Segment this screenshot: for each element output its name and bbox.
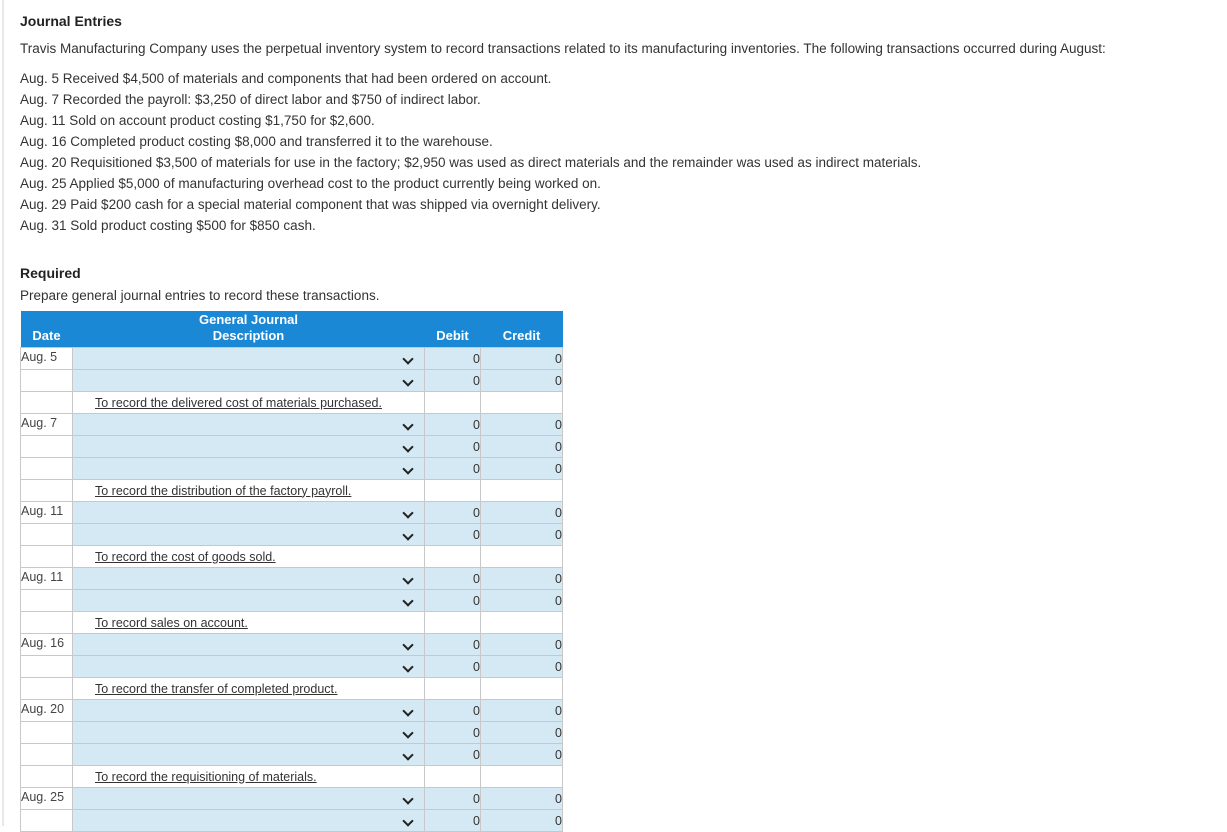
required-heading: Required bbox=[20, 265, 81, 281]
date-cell bbox=[21, 722, 73, 744]
journal-entry-row bbox=[21, 568, 563, 590]
account-select[interactable] bbox=[73, 634, 425, 656]
chevron-down-icon[interactable] bbox=[402, 705, 413, 716]
credit-cell bbox=[481, 480, 563, 502]
date-cell bbox=[21, 370, 73, 392]
credit-input[interactable]: 0 bbox=[481, 414, 563, 436]
col-header-description: Description bbox=[73, 329, 425, 348]
date-cell bbox=[21, 480, 73, 502]
debit-input[interactable]: 0 bbox=[425, 656, 481, 678]
entry-explanation-cell bbox=[73, 612, 425, 634]
entry-explanation: To record the cost of goods sold. bbox=[95, 549, 276, 564]
date-cell: Aug. 11 bbox=[21, 568, 73, 590]
problem-statement bbox=[20, 12, 1220, 305]
transaction-item: Aug. 16 Completed product costing $8,000 and transferred it to the warehouse. bbox=[20, 134, 493, 149]
transaction-item: Aug. 11 Sold on account product costing $1,750 for $2,600. bbox=[20, 113, 375, 128]
credit-input[interactable]: 0 bbox=[481, 458, 563, 480]
entry-explanation-cell bbox=[73, 392, 425, 414]
journal-entry-row bbox=[21, 656, 563, 678]
debit-input[interactable]: 0 bbox=[425, 436, 481, 458]
date-cell bbox=[21, 524, 73, 546]
credit-input[interactable]: 0 bbox=[481, 524, 563, 546]
journal-entry-row bbox=[21, 634, 563, 656]
chevron-down-icon[interactable] bbox=[402, 661, 413, 672]
credit-input[interactable]: 0 bbox=[481, 656, 563, 678]
date-cell bbox=[21, 612, 73, 634]
journal-entry-row bbox=[21, 348, 563, 370]
journal-entry-row bbox=[21, 524, 563, 546]
debit-input[interactable]: 0 bbox=[425, 744, 481, 766]
date-cell bbox=[21, 392, 73, 414]
debit-cell bbox=[425, 612, 481, 634]
debit-input[interactable]: 0 bbox=[425, 414, 481, 436]
col-header-date: Date bbox=[21, 329, 73, 348]
col-header-debit: Debit bbox=[425, 329, 481, 348]
date-cell bbox=[21, 678, 73, 700]
credit-cell bbox=[481, 392, 563, 414]
debit-cell bbox=[425, 480, 481, 502]
account-select[interactable] bbox=[73, 502, 425, 524]
transaction-item: Aug. 31 Sold product costing $500 for $850 cash. bbox=[20, 218, 316, 233]
account-select[interactable] bbox=[73, 788, 425, 810]
date-cell bbox=[21, 546, 73, 568]
debit-input[interactable]: 0 bbox=[425, 348, 481, 370]
entry-explanation: To record the requisitioning of materials. bbox=[95, 769, 317, 784]
journal-entry-row bbox=[21, 722, 563, 744]
chevron-down-icon[interactable] bbox=[402, 749, 413, 760]
debit-input[interactable]: 0 bbox=[425, 590, 481, 612]
chevron-down-icon[interactable] bbox=[402, 375, 413, 386]
date-cell bbox=[21, 436, 73, 458]
debit-input[interactable]: 0 bbox=[425, 634, 481, 656]
date-cell bbox=[21, 744, 73, 766]
account-select[interactable] bbox=[73, 590, 425, 612]
account-select[interactable] bbox=[73, 524, 425, 546]
entry-explanation-cell bbox=[73, 480, 425, 502]
date-cell: Aug. 5 bbox=[21, 348, 73, 370]
journal-note-row bbox=[21, 546, 563, 568]
chevron-down-icon[interactable] bbox=[402, 815, 413, 826]
account-select[interactable] bbox=[73, 810, 425, 832]
chevron-down-icon[interactable] bbox=[402, 595, 413, 606]
entry-explanation-cell bbox=[73, 546, 425, 568]
credit-input[interactable]: 0 bbox=[481, 348, 563, 370]
credit-input[interactable]: 0 bbox=[481, 568, 563, 590]
account-select[interactable] bbox=[73, 348, 425, 370]
journal-title: General Journal bbox=[73, 311, 425, 329]
date-cell bbox=[21, 656, 73, 678]
account-select[interactable] bbox=[73, 700, 425, 722]
credit-input[interactable]: 0 bbox=[481, 590, 563, 612]
credit-input[interactable]: 0 bbox=[481, 700, 563, 722]
chevron-down-icon[interactable] bbox=[402, 463, 413, 474]
date-cell bbox=[21, 458, 73, 480]
date-cell bbox=[21, 766, 73, 788]
transaction-item: Aug. 7 Recorded the payroll: $3,250 of direct labor and $750 of indirect labor. bbox=[20, 92, 481, 107]
chevron-down-icon[interactable] bbox=[402, 727, 413, 738]
journal-entry-row bbox=[21, 744, 563, 766]
account-select[interactable] bbox=[73, 436, 425, 458]
entry-explanation: To record sales on account. bbox=[95, 615, 248, 630]
account-select[interactable] bbox=[73, 722, 425, 744]
entry-explanation-cell bbox=[73, 766, 425, 788]
date-cell: Aug. 20 bbox=[21, 700, 73, 722]
entry-explanation: To record the delivered cost of materials purchased. bbox=[95, 395, 382, 410]
account-select[interactable] bbox=[73, 414, 425, 436]
credit-cell bbox=[481, 678, 563, 700]
debit-input[interactable]: 0 bbox=[425, 700, 481, 722]
col-header-credit: Credit bbox=[481, 329, 563, 348]
date-cell: Aug. 16 bbox=[21, 634, 73, 656]
journal-entry-row bbox=[21, 436, 563, 458]
account-select[interactable] bbox=[73, 656, 425, 678]
entry-explanation-cell bbox=[73, 678, 425, 700]
chevron-down-icon[interactable] bbox=[402, 507, 413, 518]
chevron-down-icon[interactable] bbox=[402, 419, 413, 430]
transaction-item: Aug. 25 Applied $5,000 of manufacturing overhead cost to the product currently being worked on. bbox=[20, 176, 601, 191]
journal-entry-row bbox=[21, 414, 563, 436]
journal-entry-row bbox=[21, 458, 563, 480]
journal-note-row bbox=[21, 766, 563, 788]
credit-cell bbox=[481, 766, 563, 788]
debit-cell bbox=[425, 678, 481, 700]
debit-input[interactable]: 0 bbox=[425, 810, 481, 832]
journal-entry-row bbox=[21, 502, 563, 524]
journal-entry-row bbox=[21, 590, 563, 612]
intro-text: Travis Manufacturing Company uses the perpetual inventory system to record transactions related to its manufacturing inventories. The following transactions occurred during August: bbox=[20, 41, 1106, 56]
journal-entry-row bbox=[21, 700, 563, 722]
debit-input[interactable]: 0 bbox=[425, 568, 481, 590]
chevron-down-icon[interactable] bbox=[402, 353, 413, 364]
credit-input[interactable]: 0 bbox=[481, 502, 563, 524]
date-cell: Aug. 7 bbox=[21, 414, 73, 436]
debit-input[interactable]: 0 bbox=[425, 458, 481, 480]
debit-input[interactable]: 0 bbox=[425, 722, 481, 744]
chevron-down-icon[interactable] bbox=[402, 639, 413, 650]
chevron-down-icon[interactable] bbox=[402, 441, 413, 452]
journal-entry-row bbox=[21, 810, 563, 832]
credit-input[interactable]: 0 bbox=[481, 722, 563, 744]
account-select[interactable] bbox=[73, 744, 425, 766]
date-cell: Aug. 11 bbox=[21, 502, 73, 524]
journal-note-row bbox=[21, 480, 563, 502]
date-cell bbox=[21, 810, 73, 832]
journal-entry-row bbox=[21, 370, 563, 392]
required-text: Prepare general journal entries to record these transactions. bbox=[20, 288, 380, 303]
page-left-border bbox=[2, 0, 4, 826]
debit-cell bbox=[425, 766, 481, 788]
credit-input[interactable]: 0 bbox=[481, 788, 563, 810]
journal-note-row bbox=[21, 678, 563, 700]
credit-input[interactable]: 0 bbox=[481, 436, 563, 458]
chevron-down-icon[interactable] bbox=[402, 793, 413, 804]
page-title: Journal Entries bbox=[20, 13, 122, 29]
date-cell bbox=[21, 590, 73, 612]
credit-input[interactable]: 0 bbox=[481, 370, 563, 392]
journal-body bbox=[21, 348, 563, 832]
chevron-down-icon[interactable] bbox=[402, 573, 413, 584]
date-cell: Aug. 25 bbox=[21, 788, 73, 810]
transaction-item: Aug. 29 Paid $200 cash for a special material component that was shipped via overnight delivery. bbox=[20, 197, 601, 212]
journal-entry-row bbox=[21, 788, 563, 810]
credit-input[interactable]: 0 bbox=[481, 744, 563, 766]
entry-explanation: To record the distribution of the factory payroll. bbox=[95, 483, 352, 498]
account-select[interactable] bbox=[73, 370, 425, 392]
credit-cell bbox=[481, 546, 563, 568]
journal-note-row bbox=[21, 392, 563, 414]
credit-input[interactable]: 0 bbox=[481, 634, 563, 656]
credit-input[interactable]: 0 bbox=[481, 810, 563, 832]
debit-input[interactable]: 0 bbox=[425, 524, 481, 546]
debit-input[interactable]: 0 bbox=[425, 788, 481, 810]
debit-cell bbox=[425, 392, 481, 414]
chevron-down-icon[interactable] bbox=[402, 529, 413, 540]
transaction-item: Aug. 20 Requisitioned $3,500 of materials for use in the factory; $2,950 was used as direct materials and the remainder was used as indirect materials. bbox=[20, 155, 922, 170]
transaction-item: Aug. 5 Received $4,500 of materials and components that had been ordered on account. bbox=[20, 71, 552, 86]
debit-input[interactable]: 0 bbox=[425, 370, 481, 392]
debit-cell bbox=[425, 546, 481, 568]
entry-explanation: To record the transfer of completed product. bbox=[95, 681, 338, 696]
account-select[interactable] bbox=[73, 568, 425, 590]
debit-input[interactable]: 0 bbox=[425, 502, 481, 524]
general-journal-table bbox=[20, 311, 563, 832]
credit-cell bbox=[481, 612, 563, 634]
account-select[interactable] bbox=[73, 458, 425, 480]
transaction-list bbox=[20, 68, 1220, 236]
journal-note-row bbox=[21, 612, 563, 634]
